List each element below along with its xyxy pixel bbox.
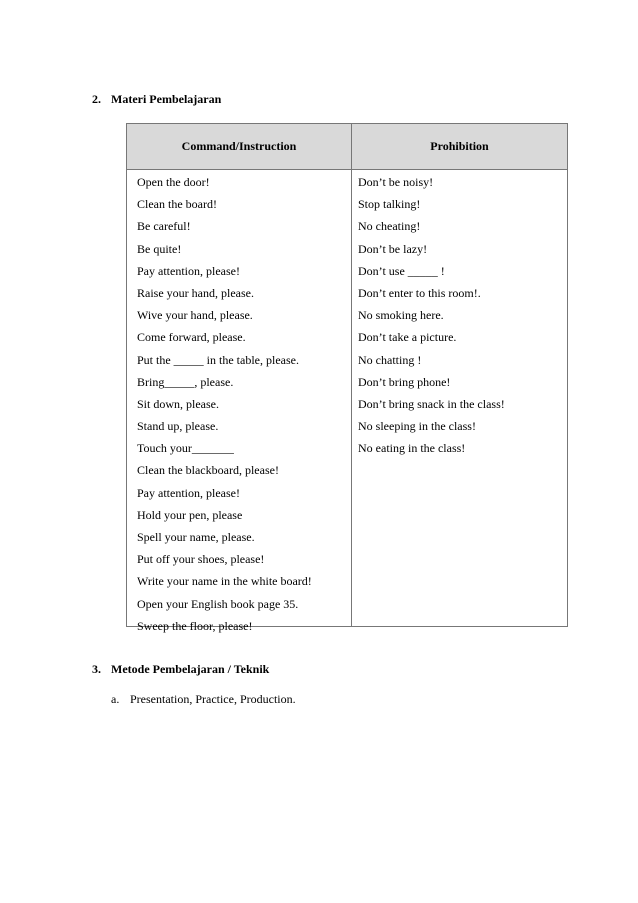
item-a-letter: a. <box>111 692 120 706</box>
prohibition-item: No cheating! <box>358 219 421 234</box>
header-command: Command/Instruction <box>181 139 297 153</box>
prohibition-item: Don’t take a picture. <box>358 330 457 345</box>
prohibition-item: No smoking here. <box>358 308 444 323</box>
column-divider <box>351 124 352 626</box>
section-2-number: 2. <box>92 92 101 106</box>
prohibition-item: No eating in the class! <box>358 441 466 456</box>
command-item: Raise your hand, please. <box>137 285 254 300</box>
command-list <box>137 171 312 637</box>
prohibition-item: No sleeping in the class! <box>358 419 476 434</box>
command-item: Pay attention, please! <box>137 263 240 278</box>
prohibition-item: Don’t use _____ ! <box>358 263 445 278</box>
prohibition-item: Don’t enter to this room!. <box>358 285 481 300</box>
header-prohibition: Prohibition <box>430 139 489 153</box>
command-item: Touch your_______ <box>137 441 234 456</box>
section-3-heading <box>92 662 269 676</box>
prohibition-item: Don’t bring phone! <box>358 374 451 389</box>
prohibition-item: Don’t be noisy! <box>358 175 434 189</box>
command-item: Hold your pen, please <box>137 507 243 522</box>
section-3-number: 3. <box>92 662 101 676</box>
command-item: Write your name in the white board! <box>137 574 312 589</box>
prohibition-list <box>358 171 505 459</box>
command-item: Sit down, please. <box>137 396 219 411</box>
prohibition-item: No chatting ! <box>358 352 422 367</box>
command-item: Sweep the floor, please! <box>137 618 253 633</box>
command-item: Clean the blackboard, please! <box>137 463 279 478</box>
command-item: Spell your name, please. <box>137 530 255 544</box>
prohibition-item: Don’t be lazy! <box>358 241 428 256</box>
section-2-heading <box>92 92 221 106</box>
command-item: Be quite! <box>137 241 182 256</box>
command-item: Come forward, please. <box>137 330 246 345</box>
prohibition-item: Don’t bring snack in the class! <box>358 396 505 411</box>
command-item: Open your English book page 35. <box>137 596 299 611</box>
command-item: Pay attention, please! <box>137 485 240 500</box>
section-2-title: Materi Pembelajaran <box>111 92 222 106</box>
command-item: Stand up, please. <box>137 419 219 434</box>
method-item-a <box>111 692 296 706</box>
materials-table <box>126 123 568 633</box>
command-item: Put off your shoes, please! <box>137 552 265 567</box>
command-item: Bring_____, please. <box>137 374 234 389</box>
command-item: Clean the board! <box>137 197 217 212</box>
command-item: Open the door! <box>137 175 210 189</box>
command-item: Put the _____ in the table, please. <box>137 352 299 367</box>
section-3-title: Metode Pembelajaran / Teknik <box>111 662 270 676</box>
item-a-text: Presentation, Practice, Production. <box>130 692 296 706</box>
prohibition-item: Stop talking! <box>358 197 421 212</box>
command-item: Be careful! <box>137 219 191 234</box>
command-item: Wive your hand, please. <box>137 308 253 323</box>
